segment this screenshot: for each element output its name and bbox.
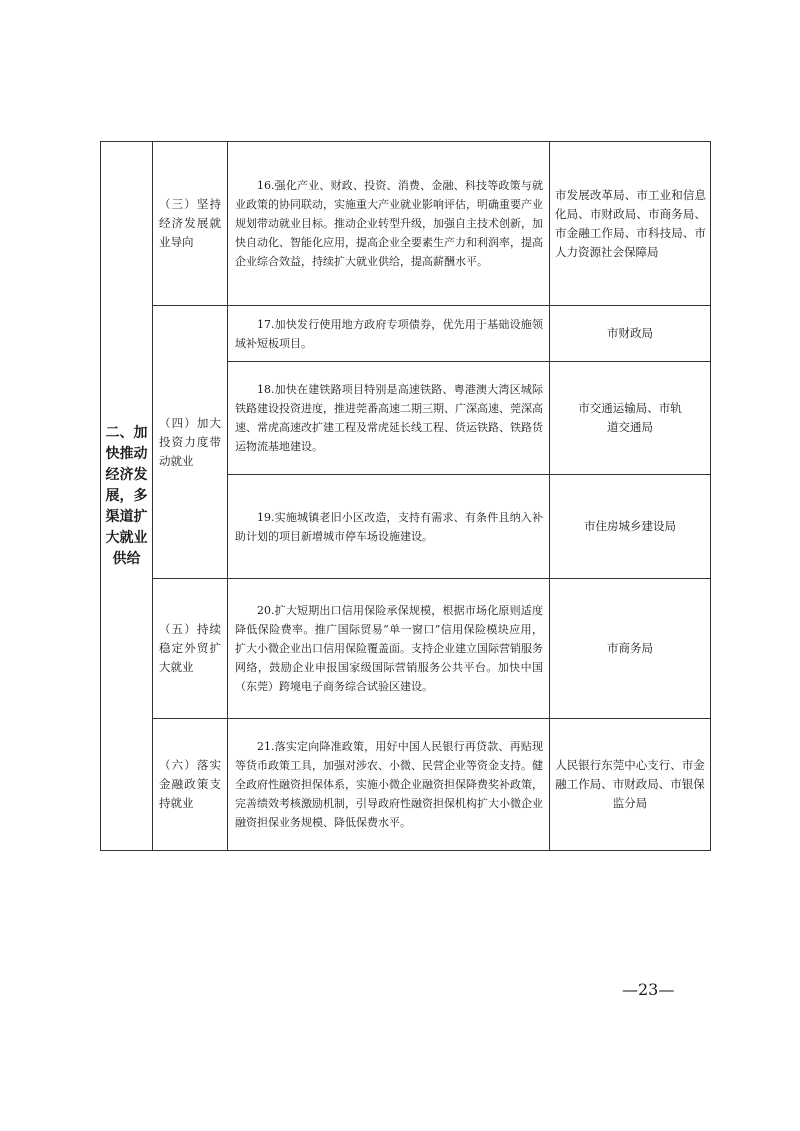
measure-cell <box>228 579 550 719</box>
measure-text: 16.强化产业、财政、投资、消费、金融、科技等政策与就业政策的协同联动，实施重大产业就业影响评估，明确重要产业规划带动就业目标。推动企业转型升级，加强自主技术创新，加快自动化、智能化应用，提高企业全要素生产力和利润率，提高企业综合效益，持续扩大就业供给，提高薪酬水平。 <box>235 179 543 268</box>
department-cell <box>550 719 711 851</box>
measure-text: 19.实施城镇老旧小区改造，支持有需求、有条件且纳入补助计划的项目新增城市停车场设施建设。 <box>235 510 543 543</box>
department-cell <box>550 306 711 362</box>
measure-text: 17.加快发行使用地方政府专项债券，优先用于基础设施领域补短板项目。 <box>235 317 543 350</box>
table-row <box>101 579 711 719</box>
department-text: 市商务局 <box>607 641 653 655</box>
measure-text: 18.加快在建铁路项目特别是高速铁路、粤港澳大湾区城际铁路建设投资进度，推进莞番高速二期三期、广深高速、莞深高速、常虎高速改扩建工程及常虎延长线工程、货运铁路、铁路货运物流基地建设。 <box>235 383 543 453</box>
department-text: 人民银行东莞中心支行、市金融工作局、市财政局、市银保监分局 <box>555 758 705 810</box>
subsection-cell <box>153 142 228 306</box>
department-cell <box>550 475 711 579</box>
table-row <box>101 142 711 306</box>
page-number: —23— <box>622 980 675 999</box>
measure-cell <box>228 362 550 475</box>
subsection-title: （五）持续稳定外贸扩大就业 <box>159 622 221 674</box>
department-cell <box>550 579 711 719</box>
table-row <box>101 306 711 362</box>
department-text: 市财政局 <box>607 326 653 340</box>
measure-cell <box>228 142 550 306</box>
measure-text: 20.扩大短期出口信用保险承保规模，根据市场化原则适度降低保险费率。推广国际贸易“单一窗口”信用保险模块应用，扩大小微企业出口信用保险覆盖面。支持企业建立国际营销服务网络，鼓励企业申报国家级国际营销服务公共平台。加快中国（东莞）跨境电子商务综合试验区建设。 <box>235 604 543 693</box>
subsection-cell <box>153 306 228 579</box>
section-title: 二、加快推动经济发展，多渠道扩大就业供给 <box>105 424 148 567</box>
subsection-cell <box>153 579 228 719</box>
department-cell <box>550 142 711 306</box>
subsection-title: （三）坚持经济发展就业导向 <box>159 197 221 249</box>
measure-cell <box>228 719 550 851</box>
section-title-cell <box>101 142 153 851</box>
measure-cell <box>228 475 550 579</box>
department-text: 市住房城乡建设局 <box>584 519 676 533</box>
measure-text: 21.落实定向降准政策，用好中国人民银行再贷款、再贴现等货币政策工具，加强对涉农、小微、民营企业等资金支持。健全政府性融资担保体系，实施小微企业融资担保降费奖补政策，完善绩效考核激励机制，引导政府性融资担保机构扩大小微企业融资担保业务规模、降低保费水平。 <box>235 740 543 829</box>
table-row <box>101 719 711 851</box>
subsection-title: （六）落实金融政策支持就业 <box>159 758 221 810</box>
department-text: 市发展改革局、市工业和信息化局、市财政局、市商务局、市金融工作局、市科技局、市人力资源社会保障局 <box>555 187 706 259</box>
measure-cell <box>228 306 550 362</box>
policy-table <box>100 141 711 851</box>
subsection-title: （四）加大投资力度带动就业 <box>159 415 221 468</box>
department-cell <box>550 362 711 475</box>
subsection-cell <box>153 719 228 851</box>
department-text: 市交通运输局、市轨道交通局 <box>578 401 682 434</box>
